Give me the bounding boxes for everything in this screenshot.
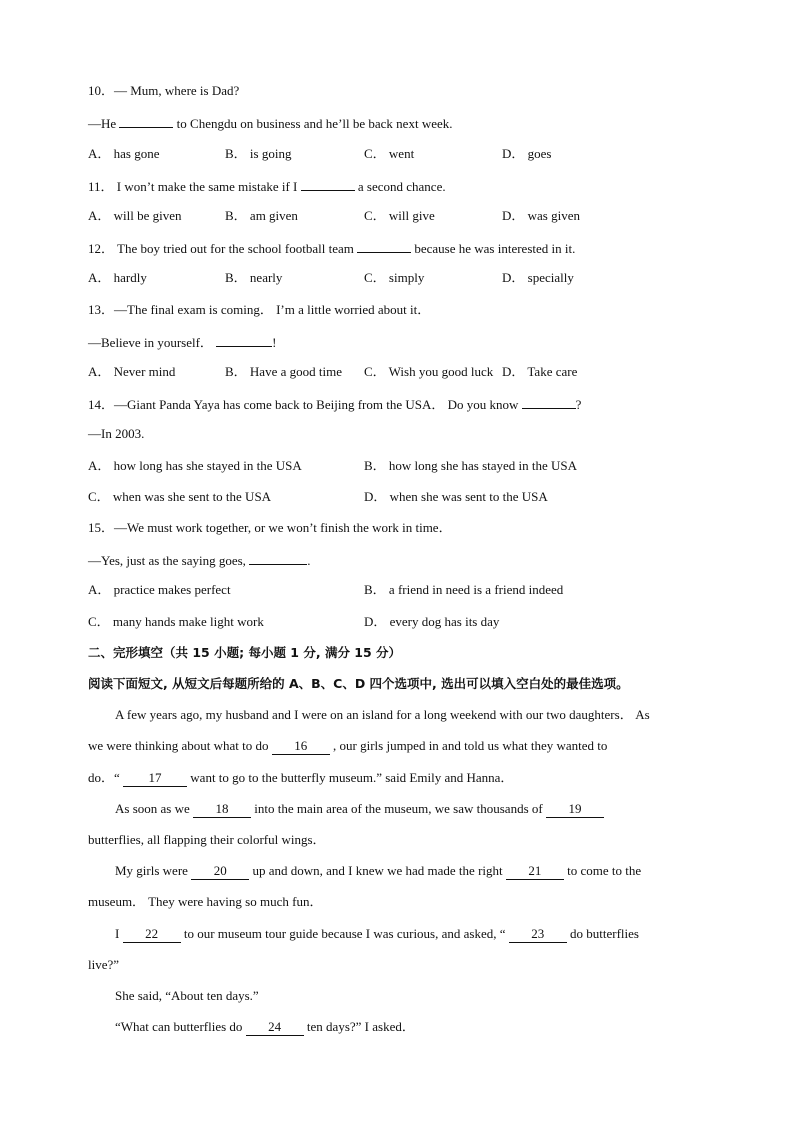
question-12-stem — [88, 236, 575, 258]
passage-line: museum． They were having so much fun． — [88, 894, 323, 909]
answer-blank — [301, 174, 355, 191]
option-d: D． when she was sent to the USA — [364, 489, 548, 504]
blank-18: 18 — [193, 801, 251, 818]
question-11-text-start: 11． I won’t make the same mistake if I — [88, 179, 298, 194]
blank-17: 17 — [123, 770, 187, 787]
option-c: C． many hands make light work — [88, 614, 264, 629]
question-14-stem — [88, 392, 581, 414]
option-b: B． how long she has stayed in the USA — [364, 458, 578, 473]
passage-text: want to go to the butterfly museum.” said Emily and Hanna． — [190, 770, 514, 785]
passage-text: “What can butterflies do — [115, 1019, 243, 1034]
question-12-text-start: 12． The boy tried out for the school football team — [88, 241, 354, 256]
option-b: B． is going — [225, 146, 292, 161]
passage-line: butterflies, all flapping their colorful wings． — [88, 832, 326, 847]
passage-text: into the main area of the museum, we saw thousands of — [254, 801, 543, 816]
option-c: C． went — [364, 146, 415, 161]
option-a: A． hardly — [88, 270, 147, 285]
option-c: C． Wish you good luck — [364, 364, 494, 379]
passage-text: My girls were — [115, 863, 188, 878]
section-heading: 二、完形填空（共 15 小题; 每小题 1 分, 满分 15 分） — [88, 645, 402, 660]
blank-22: 22 — [123, 926, 181, 943]
passage-text: I — [115, 926, 120, 941]
passage-line: She said, “About ten days.” — [115, 988, 259, 1003]
passage-text: do butterflies — [570, 926, 639, 941]
passage-text: to come to the — [567, 863, 642, 878]
answer-blank — [357, 236, 411, 253]
question-10-reply-start: —He — [88, 116, 117, 131]
question-13-dialogue — [88, 330, 277, 352]
passage-text: do．“ — [88, 770, 120, 785]
question-10-stem: 10．— Mum, where is Dad? — [88, 83, 240, 98]
blank-21: 21 — [506, 863, 564, 880]
option-d: D． goes — [502, 146, 552, 161]
passage-line — [115, 1016, 415, 1038]
passage-line — [115, 860, 641, 882]
question-11-text-end: a second chance. — [357, 179, 446, 194]
option-d: D． every dog has its day — [364, 614, 500, 629]
option-c: C． when was she sent to the USA — [88, 489, 272, 504]
passage-text: As soon as we — [115, 801, 190, 816]
option-d: D． specially — [502, 270, 574, 285]
passage-text: to our museum tour guide because I was curious, and asked, “ — [183, 926, 506, 941]
option-c: C． simply — [364, 270, 425, 285]
passage-text: we were thinking about what to do — [88, 738, 269, 753]
question-11-stem — [88, 174, 446, 196]
passage-text: ten days?” I asked． — [306, 1019, 415, 1034]
question-10-reply-end: to Chengdu on business and he’ll be back next week. — [176, 116, 453, 131]
answer-blank — [119, 111, 173, 128]
passage-line — [115, 798, 604, 820]
option-b: B． a friend in need is a friend indeed — [364, 582, 564, 597]
blank-23: 23 — [509, 926, 567, 943]
option-a: A． Never mind — [88, 364, 176, 379]
question-15-reply-end: . — [307, 553, 311, 568]
answer-blank — [522, 392, 576, 409]
option-a: A． will be given — [88, 208, 182, 223]
question-14-text-end: ? — [575, 397, 582, 412]
option-a: A． has gone — [88, 146, 160, 161]
option-d: D． was given — [502, 208, 580, 223]
option-d: D． Take care — [502, 364, 578, 379]
answer-blank — [216, 330, 272, 347]
question-14-text-start: 14．—Giant Panda Yaya has come back to Beijing from the USA． Do you know — [88, 397, 519, 412]
question-12-text-end: because he was interested in it. — [414, 241, 576, 256]
passage-line: A few years ago, my husband and I were on an island for a long weekend with our two daughters． As — [115, 707, 650, 722]
question-15-reply-start: —Yes, just as the saying goes, — [88, 553, 246, 568]
passage-text: , our girls jumped in and told us what they wanted to — [333, 738, 608, 753]
question-13-reply-end: ! — [272, 335, 277, 350]
question-13-stem: 13．—The final exam is coming． I’m a little worried about it． — [88, 302, 431, 317]
blank-16: 16 — [272, 738, 330, 755]
passage-line — [88, 767, 513, 789]
blank-19: 19 — [546, 801, 604, 818]
question-15-dialogue — [88, 548, 310, 570]
option-b: B． am given — [225, 208, 298, 223]
question-15-stem: 15．—We must work together, or we won’t finish the work in time． — [88, 520, 452, 535]
answer-blank — [249, 548, 307, 565]
option-a: A． how long has she stayed in the USA — [88, 458, 302, 473]
section-instruction: 阅读下面短文, 从短文后每题所给的 A、B、C、D 四个选项中, 选出可以填入空白处的最佳选项。 — [88, 676, 629, 691]
passage-line — [88, 735, 607, 757]
blank-24: 24 — [246, 1019, 304, 1036]
passage-line — [115, 923, 639, 945]
blank-20: 20 — [191, 863, 249, 880]
question-13-reply-start: —Believe in yourself． — [88, 335, 213, 350]
question-14-reply: —In 2003. — [88, 426, 145, 441]
option-b: B． nearly — [225, 270, 283, 285]
passage-line: live?” — [88, 957, 120, 972]
option-a: A． practice makes perfect — [88, 582, 231, 597]
option-c: C． will give — [364, 208, 435, 223]
passage-text: up and down, and I knew we had made the right — [252, 863, 503, 878]
question-10-dialogue — [88, 111, 453, 133]
option-b: B． Have a good time — [225, 364, 342, 379]
